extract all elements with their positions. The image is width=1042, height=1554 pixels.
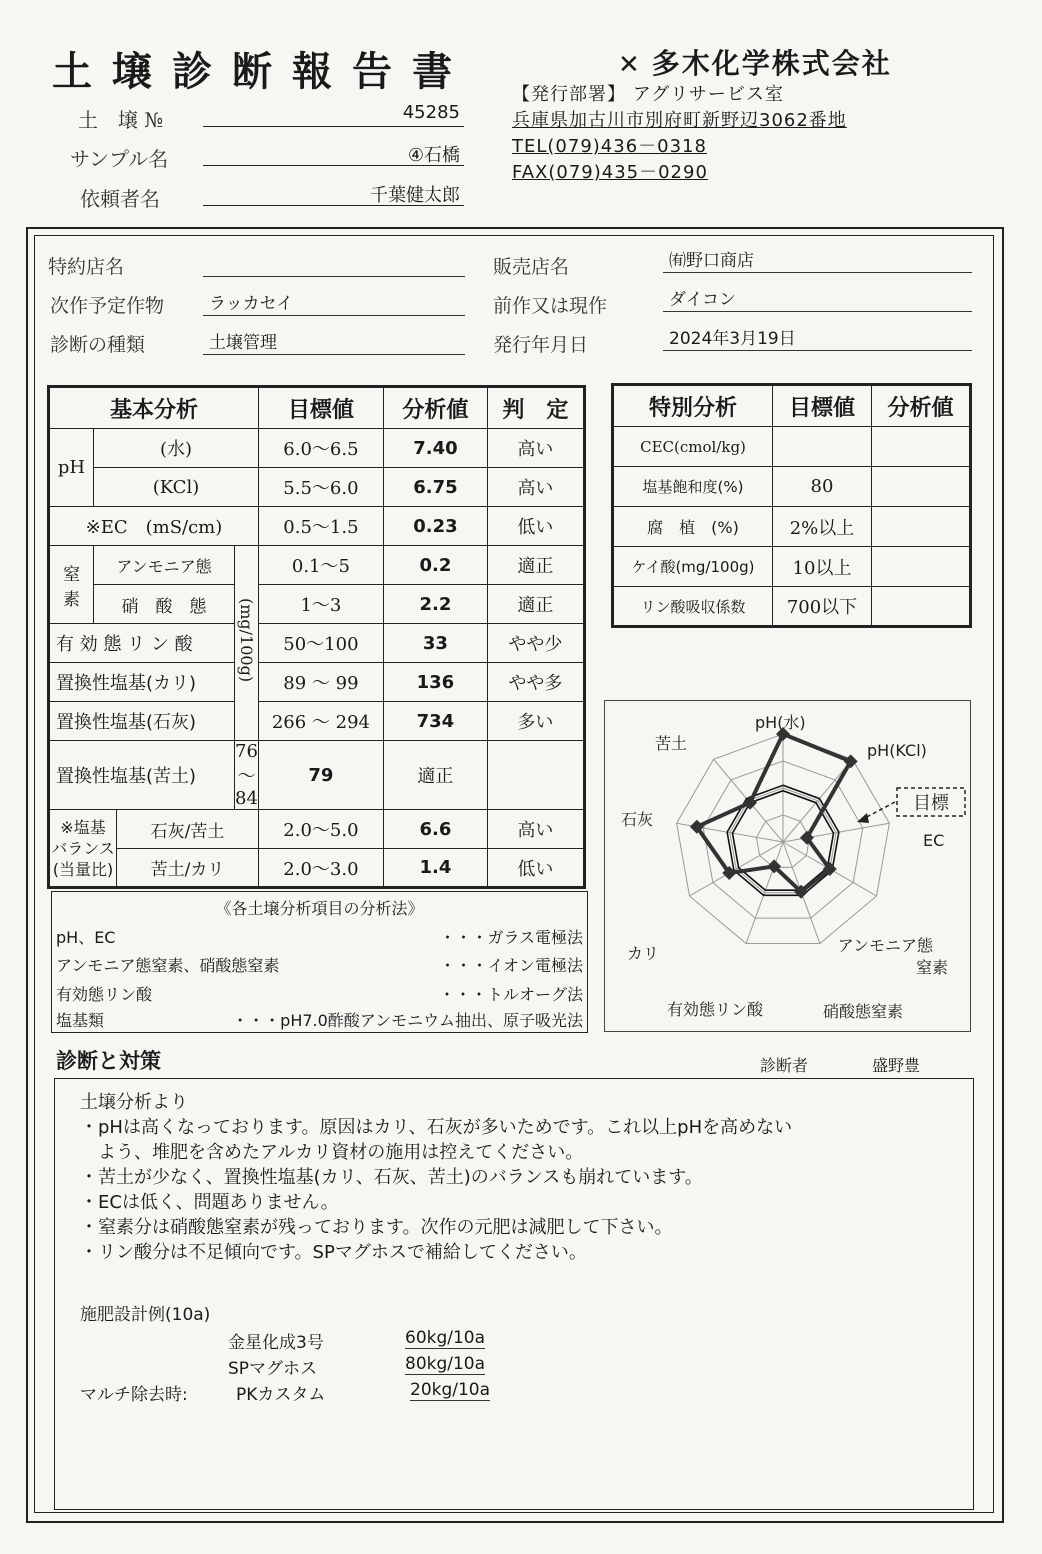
diagnosis-text <box>80 1090 792 1265</box>
table-row <box>613 547 971 587</box>
method-name: ・・・pH7.0酢酸アンモニウム抽出、原子吸光法 <box>232 1011 583 1030</box>
basic-header-judge: 判 定 <box>487 387 584 429</box>
row-value: 734 <box>383 702 487 741</box>
row-judge: 低い <box>487 507 584 546</box>
radar-axis-label: アンモニア態窒素 <box>837 936 948 977</box>
row-target: 6.0～6.5 <box>258 429 383 468</box>
fert-name: 金星化成3号 <box>228 1333 324 1353</box>
diagnosis-line: ・ECは低く、問題ありません。 <box>80 1192 339 1213</box>
row-value: 7.40 <box>383 429 487 468</box>
office-fax: FAX(079)435－0290 <box>512 162 708 183</box>
row-name: 腐 植 (%) <box>613 507 773 547</box>
row-target: 266 ～ 294 <box>258 702 383 741</box>
row-value: 79 <box>258 741 383 810</box>
fert-name: SPマグホス <box>228 1359 318 1379</box>
requester-label: 依頼者名 <box>80 187 160 211</box>
radar-axis-label: 硝酸態窒素 <box>822 1002 904 1021</box>
row-judge: 多い <box>487 702 584 741</box>
fert-amount: 60kg/10a <box>405 1328 486 1348</box>
office-info <box>512 82 847 186</box>
row-target: 2%以上 <box>773 507 872 547</box>
basic-analysis-table <box>47 385 586 889</box>
next-crop-label: 次作予定作物 <box>50 295 165 317</box>
special-header-row <box>613 385 971 427</box>
row-value <box>872 547 971 587</box>
table-row <box>49 507 585 546</box>
radar-axis-label: 石灰 <box>621 810 654 829</box>
company-name <box>618 42 892 82</box>
fert-prefix: マルチ除去時: <box>80 1385 188 1405</box>
diagnosis-line: よう、堆肥を含めたアルカリ資材の施用は控えてください。 <box>80 1142 584 1163</box>
table-row <box>49 624 585 663</box>
sample-label: サンプル名 <box>70 147 169 171</box>
balance-label: ※塩基 バランス (当量比) <box>49 810 117 888</box>
row-name: (KCl) <box>94 468 259 507</box>
row-value: 2.2 <box>383 585 487 624</box>
fert-amount: 20kg/10a <box>410 1380 491 1400</box>
basic-header-name: 基本分析 <box>49 387 259 429</box>
row-value: 1.4 <box>383 849 487 888</box>
row-judge: やや多 <box>487 663 584 702</box>
row-judge: 適正 <box>487 546 584 585</box>
row-value <box>872 587 971 627</box>
diag-type-label: 診断の種類 <box>50 334 146 356</box>
radar-axis-label: 苦土 <box>655 734 688 753</box>
row-target: 80 <box>773 467 872 507</box>
row-judge: 高い <box>487 468 584 507</box>
table-row <box>613 587 971 627</box>
row-judge: 低い <box>487 849 584 888</box>
row-target: 2.0～5.0 <box>258 810 383 849</box>
company-logo-icon: ✕ <box>618 50 642 80</box>
report-title: 土壌診断報告書 <box>52 48 472 95</box>
seller-value: ㈲野口商店 <box>663 246 972 273</box>
table-row <box>49 585 585 624</box>
diagnosis-line: ・窒素分は硝酸態窒素が残っております。次作の元肥は減肥して下さい。 <box>80 1217 673 1238</box>
radar-axis-label: カリ <box>627 944 660 963</box>
row-name: 硝 酸 態 <box>94 585 235 624</box>
methods-title: 《各土壌分析項目の分析法》 <box>215 899 424 918</box>
row-target: 50～100 <box>258 624 383 663</box>
row-target: 700以下 <box>773 587 872 627</box>
row-name: 置換性塩基(カリ) <box>49 663 235 702</box>
radar-axis-label: EC <box>923 831 945 850</box>
row-judge: やや少 <box>487 624 584 663</box>
fert-title: 施肥設計例(10a) <box>80 1305 211 1325</box>
target-legend-arrow-head <box>857 813 869 823</box>
soil-no-label: 土 壌 № <box>78 108 164 132</box>
unit-label-text: (mg/100g) <box>236 598 256 683</box>
row-target: 0.1～5 <box>258 546 383 585</box>
row-target: 0.5～1.5 <box>258 507 383 546</box>
row-name: ※EC (mS/cm) <box>49 507 259 546</box>
table-row <box>49 849 585 888</box>
diagnosed-by-label: 診断者 <box>760 1056 809 1075</box>
office-tel: TEL(079)436－0318 <box>512 136 707 157</box>
soil-no-value: 45285 <box>203 102 464 127</box>
row-name: 有 効 態 リ ン 酸 <box>49 624 235 663</box>
radar-axis-label: pH(KCl) <box>867 741 927 760</box>
radar-chart <box>605 701 970 1031</box>
radar-spoke <box>783 759 852 842</box>
methods-box <box>51 891 588 1033</box>
next-crop-value: ラッカセイ <box>203 289 465 316</box>
radar-axis-label: pH(水) <box>755 713 806 732</box>
method-item: 塩基類 <box>56 1011 105 1030</box>
special-header-name: 特別分析 <box>613 385 773 427</box>
row-name: リン酸吸収係数 <box>613 587 773 627</box>
row-judge: 適正 <box>487 585 584 624</box>
office-dept: 【発行部署】 アグリサービス室 <box>512 84 784 105</box>
diagnosis-line: 土壌分析より <box>80 1092 188 1113</box>
agent-value <box>203 250 465 277</box>
seller-label: 販売店名 <box>493 256 570 278</box>
row-name: ケイ酸(mg/100g) <box>613 547 773 587</box>
diag-type-value: 土壌管理 <box>203 328 465 355</box>
row-target <box>773 427 872 467</box>
row-target: 10以上 <box>773 547 872 587</box>
row-value <box>872 507 971 547</box>
radar-chart-box <box>604 700 971 1032</box>
nitrogen-label: 窒 素 <box>49 546 94 624</box>
table-row <box>49 663 585 702</box>
method-name: ・・・イオン電極法 <box>439 956 583 975</box>
agent-label: 特約店名 <box>48 256 125 278</box>
row-name: CEC(cmol/kg) <box>613 427 773 467</box>
office-address: 兵庫県加古川市別府町新野辺3062番地 <box>512 110 847 131</box>
method-item: アンモニア態窒素、硝酸態窒素 <box>56 956 280 975</box>
unit-label <box>235 546 259 741</box>
table-row <box>49 546 585 585</box>
issue-date-label: 発行年月日 <box>493 334 589 356</box>
row-target: 76 ～ 84 <box>235 741 258 809</box>
diagnosis-line: ・苦土が少なく、置換性塩基(カリ、石灰、苦土)のバランスも崩れています。 <box>80 1167 703 1188</box>
ph-label: pH <box>49 429 94 507</box>
row-value: 136 <box>383 663 487 702</box>
table-row <box>49 810 585 849</box>
table-row <box>49 741 585 810</box>
table-row <box>49 702 585 741</box>
prev-crop-label: 前作又は現作 <box>493 295 608 317</box>
fert-name: PKカスタム <box>236 1385 326 1405</box>
row-judge: 高い <box>487 429 584 468</box>
row-judge: 高い <box>487 810 584 849</box>
row-value: 6.6 <box>383 810 487 849</box>
basic-header-row <box>49 387 585 429</box>
special-header-value: 分析値 <box>872 385 971 427</box>
table-row <box>613 427 971 467</box>
special-header-target: 目標値 <box>773 385 872 427</box>
row-target: 1～3 <box>258 585 383 624</box>
row-value <box>872 427 971 467</box>
method-name: ・・・ガラス電極法 <box>439 928 583 947</box>
method-item: 有効態リン酸 <box>56 985 153 1004</box>
row-target: 89 ～ 99 <box>258 663 383 702</box>
company-name-text: 多木化学株式会社 <box>651 47 892 80</box>
row-name: アンモニア態 <box>94 546 235 585</box>
row-target: 5.5～6.0 <box>258 468 383 507</box>
row-value: 0.23 <box>383 507 487 546</box>
table-row <box>613 467 971 507</box>
row-name: 石灰/苦土 <box>117 810 259 849</box>
row-value <box>872 467 971 507</box>
row-name: 塩基飽和度(%) <box>613 467 773 507</box>
target-legend-label: 目標 <box>913 793 949 814</box>
table-row <box>49 429 585 468</box>
method-item: pH、EC <box>56 928 116 947</box>
diagnosis-line: ・pHは高くなっております。原因はカリ、石灰が多いためです。これ以上pHを高めない <box>80 1117 793 1138</box>
row-judge: 適正 <box>383 741 487 810</box>
row-name: (水) <box>94 429 259 468</box>
diagnosis-line: ・リン酸分は不足傾向です。SPマグホスで補給してください。 <box>80 1242 587 1263</box>
prev-crop-value: ダイコン <box>663 285 972 312</box>
row-name: 置換性塩基(苦土) <box>49 741 235 810</box>
table-row <box>49 468 585 507</box>
row-value: 33 <box>383 624 487 663</box>
row-name: 苦土/カリ <box>117 849 259 888</box>
requester-value: 千葉健太郎 <box>203 181 464 206</box>
special-analysis-table <box>611 383 972 628</box>
fert-amount: 80kg/10a <box>405 1354 486 1374</box>
issue-date-value: 2024年3月19日 <box>663 324 972 351</box>
diagnosis-title: 診断と対策 <box>56 1049 161 1073</box>
basic-header-value: 分析値 <box>383 387 487 429</box>
table-row <box>613 507 971 547</box>
row-name: 置換性塩基(石灰) <box>49 702 235 741</box>
sample-value: ④石橋 <box>203 141 464 166</box>
basic-header-target: 目標値 <box>258 387 383 429</box>
method-name: ・・・トルオーグ法 <box>438 985 583 1004</box>
row-target: 2.0～3.0 <box>258 849 383 888</box>
row-value: 6.75 <box>383 468 487 507</box>
radar-axis-label: 有効態リン酸 <box>666 1000 764 1019</box>
diagnosed-by-name: 盛野豊 <box>872 1056 921 1075</box>
row-value: 0.2 <box>383 546 487 585</box>
